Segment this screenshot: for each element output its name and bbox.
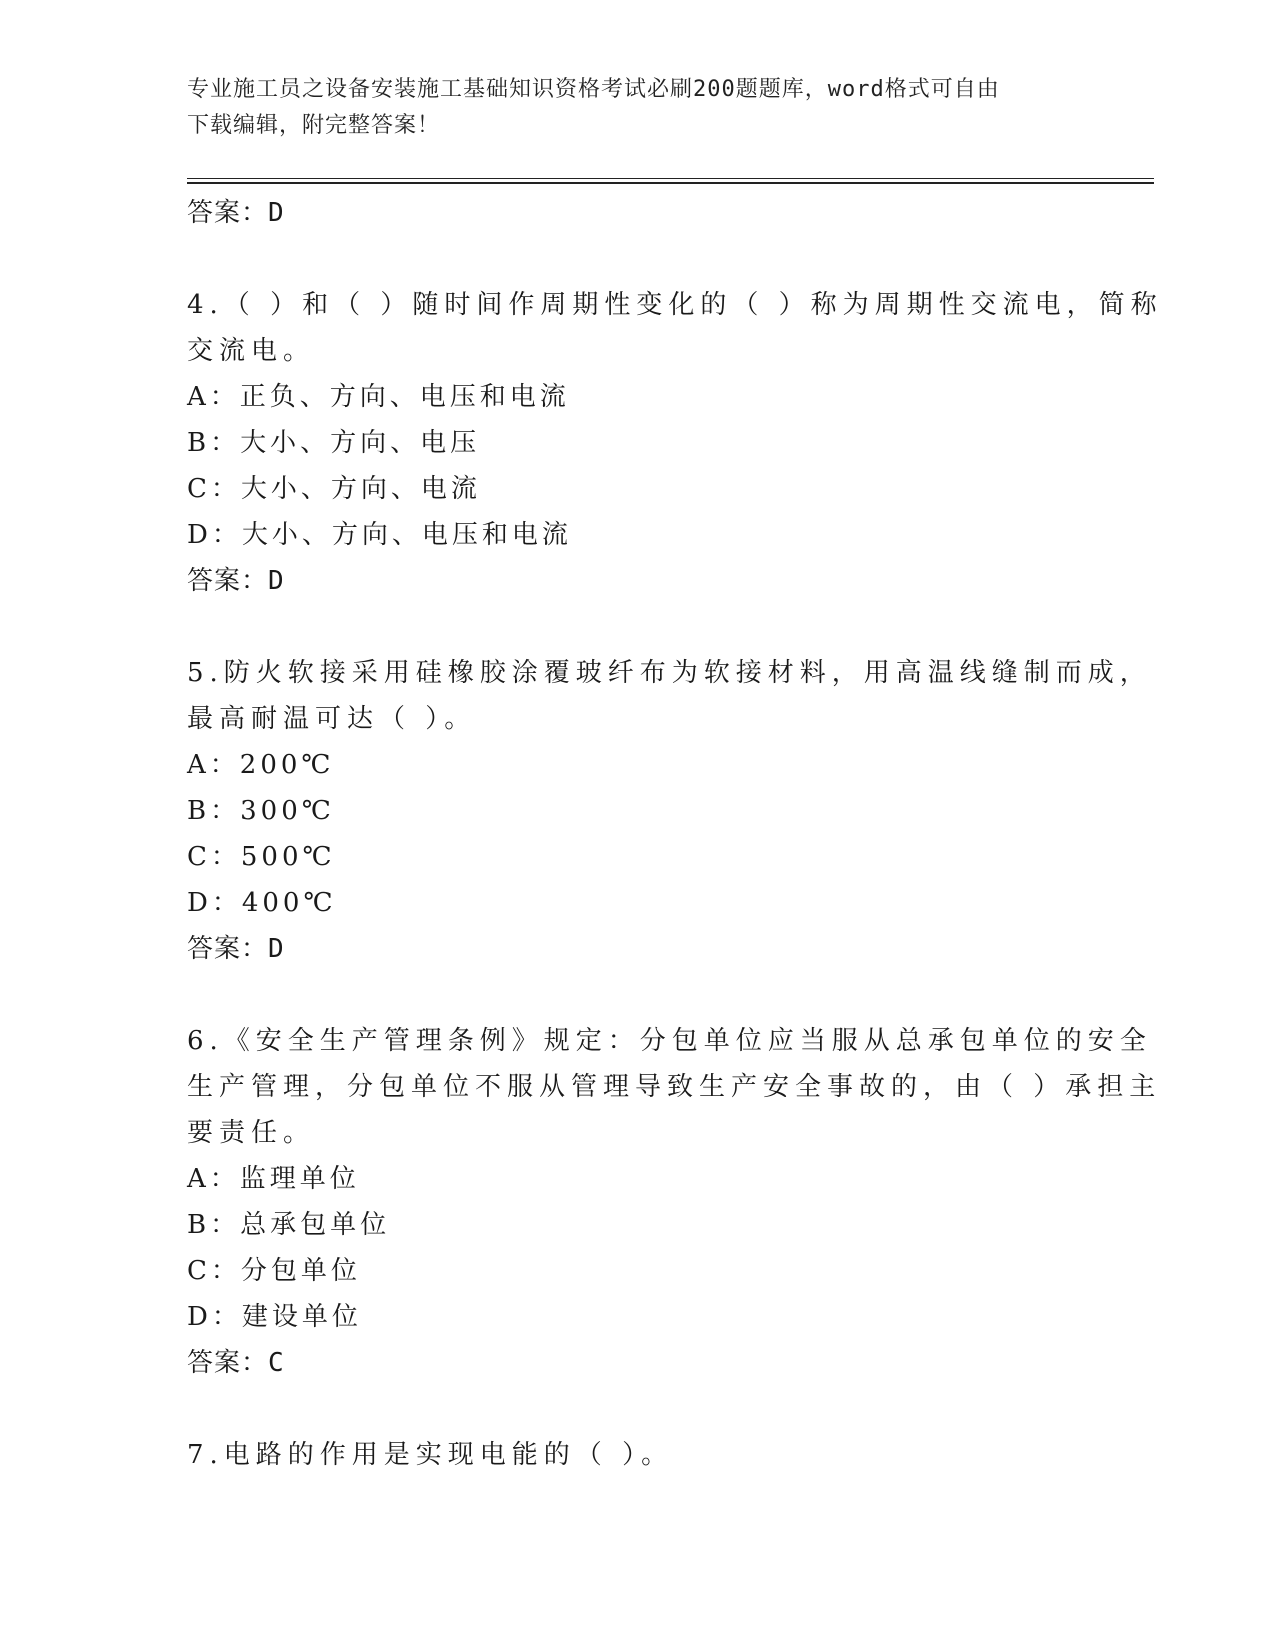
question-5-option-a: A：200℃ [187, 750, 335, 780]
question-7-line-1: 7.电路的作用是实现电能的（ ）。 [187, 1440, 674, 1470]
question-6-line-1: 6.《安全生产管理条例》规定：分包单位应当服从总承包单位的安全 [187, 1026, 1152, 1056]
question-6-option-c: C：分包单位 [187, 1256, 361, 1286]
question-6-line-2: 生产管理，分包单位不服从管理导致生产安全事故的，由（ ）承担主 [187, 1072, 1162, 1102]
question-6 [187, 1018, 1162, 1156]
header-divider-thick [187, 182, 1154, 184]
question-6-option-d: D：建设单位 [187, 1302, 362, 1332]
page-header [187, 72, 1067, 144]
answer-3: 答案：D [187, 198, 285, 228]
question-6-option-a: A：监理单位 [187, 1164, 360, 1194]
spacer [187, 604, 1087, 650]
answer-6: 答案：C [187, 1348, 285, 1378]
header-line-1: 专业施工员之设备安装施工基础知识资格考试必刷200题题库，word格式可自由 [187, 77, 1000, 102]
spacer [187, 972, 1087, 1018]
question-4-option-c: C：大小、方向、电流 [187, 474, 481, 504]
spacer [187, 1386, 1087, 1432]
spacer [187, 236, 1087, 282]
answer-5: 答案：D [187, 934, 285, 964]
question-5-line-2: 最高耐温可达（ ）。 [187, 704, 477, 734]
question-5 [187, 650, 1152, 742]
question-4-option-b: B：大小、方向、电压 [187, 428, 481, 458]
question-4-line-2: 交流电。 [187, 336, 316, 366]
question-7 [187, 1432, 1087, 1478]
question-list [187, 190, 1163, 1478]
question-5-option-c: C：500℃ [187, 842, 336, 872]
header-line-2: 下载编辑，附完整答案！ [187, 113, 441, 138]
question-5-line-1: 5.防火软接采用硅橡胶涂覆玻纤布为软接材料，用高温线缝制而成， [187, 658, 1152, 688]
question-5-option-b: B：300℃ [187, 796, 335, 826]
answer-4: 答案：D [187, 566, 285, 596]
question-6-option-b: B：总承包单位 [187, 1210, 391, 1240]
header-divider [187, 178, 1154, 179]
question-4-line-1: 4.（ ）和（ ）随时间作周期性变化的（ ）称为周期性交流电，简称 [187, 290, 1163, 320]
question-4 [187, 282, 1163, 374]
question-5-option-d: D：400℃ [187, 888, 337, 918]
question-6-line-3: 要责任。 [187, 1118, 316, 1148]
question-4-option-d: D：大小、方向、电压和电流 [187, 520, 572, 550]
question-4-option-a: A：正负、方向、电压和电流 [187, 382, 570, 412]
